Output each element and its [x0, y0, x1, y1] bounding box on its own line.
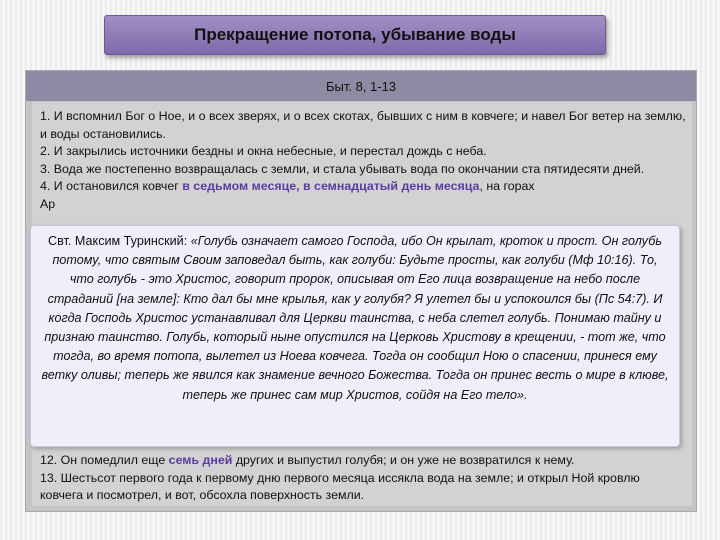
- verse-12: [40, 452, 686, 470]
- verse-12-start: 12. Он помедлил еще: [40, 453, 169, 467]
- quote-author: Свт. Максим Туринский:: [48, 234, 191, 248]
- verse-4-start: 4. И остановился ковчег: [40, 179, 183, 193]
- verse-12-end: других и выпустил голубя; и он уже не возвратился к нему.: [232, 453, 575, 467]
- verse-4-end: , на горах: [479, 179, 535, 193]
- verse-4-continuation: Ар: [40, 196, 56, 211]
- scripture-reference: Быт. 8, 1-13: [26, 71, 696, 101]
- verse-4: [40, 178, 686, 196]
- quote-text: «Голубь означает самого Господа, ибо Он крылат, кроток и прост. Он голубь потому, что святым Своим заповедал быть, как голуби: Будьте просты, как голуби (Мф 10:16). То, что голубь - это Христос, говорит пророк, описывая от Его лица возвращение на небо после страданий [на земле]: Кто дал бы мне крылья, как у голубя? Я улетел бы и успокоился бы (Пс 54:7). И когда Господь Христос устанавливал для Церкви таинства, с неба слетел голубь. Понимаю тайну и признаю таинство. Голубь, который ныне опустился на Церковь Христову в крещении, - тот же, что тогда, во время потопа, вылетел из Ноева ковчега. Тогда он сообщил Ною о спасении, принеся ему ветку оливы; теперь же явился как знамение вечного Божества. Тогда он принес весть о мире в клюве, теперь же принес сам мир Христов, сойдя на Его тело».: [41, 234, 669, 402]
- verses-bottom: [40, 452, 686, 505]
- verse-1: 1. И вспомнил Бог о Ное, и о всех зверях, и о всех скотах, бывших с ним в ковчеге; и навел Бог ветер на землю, и воды остановились.: [40, 109, 686, 141]
- verses-top: [40, 108, 686, 213]
- verse-2: 2. И закрылись источники бездны и окна небесные, и перестал дождь с неба.: [40, 144, 487, 158]
- verse-3: 3. Вода же постепенно возвращалась с земли, и стала убывать вода по окончании ста пятидесяти дней.: [40, 161, 645, 176]
- commentary-quote-box: [30, 225, 680, 447]
- verse-12-highlight: семь дней: [168, 453, 233, 467]
- verse-4-highlight: в седьмом месяце, в семнадцатый день месяца: [182, 179, 480, 193]
- verse-13: 13. Шестьсот первого года к первому дню первого месяца иссякла вода на земле; и открыл Ной кровлю ковчега и посмотрел, и вот, обсохла поверхность земли.: [40, 470, 640, 502]
- slide-title: Прекращение потопа, убывание воды: [104, 15, 606, 55]
